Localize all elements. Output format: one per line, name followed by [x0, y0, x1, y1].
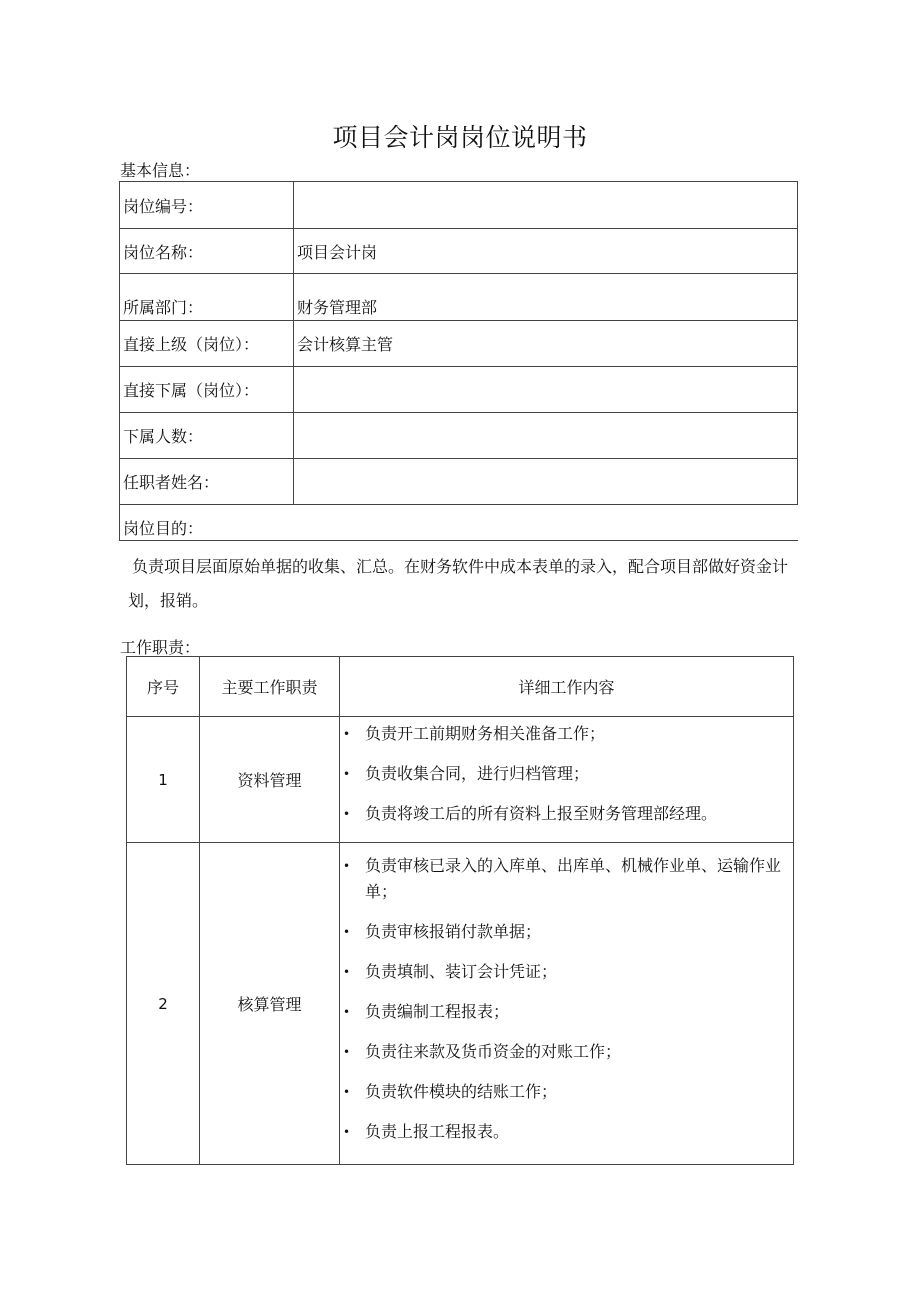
info-row-position-number: [120, 182, 798, 229]
header-detail: 详细工作内容: [340, 657, 794, 717]
duty-item: [340, 761, 789, 787]
duty-item: [340, 1039, 789, 1065]
duty-item: [340, 959, 789, 985]
info-label: 直接上级（岗位）：: [120, 321, 294, 367]
bullet-icon: •: [343, 807, 351, 821]
purpose-text: 负责项目层面原始单据的收集、汇总。在财务软件中成本表单的录入，配合项目部做好资金计划，报销。: [128, 557, 789, 610]
info-value: [294, 459, 798, 505]
duties-table: [126, 656, 794, 1165]
bullet-icon: •: [343, 1045, 351, 1059]
page-title: 项目会计岗岗位说明书: [332, 123, 588, 152]
duty-category: 核算管理: [200, 843, 340, 1165]
duty-row: [127, 843, 794, 1165]
bullet-icon: •: [343, 767, 351, 781]
info-label: 所属部门：: [120, 274, 294, 321]
info-label: 任职者姓名：: [120, 459, 294, 505]
duty-num: 2: [127, 843, 200, 1165]
bullet-icon: •: [343, 965, 351, 979]
duty-item-text: 负责开工前期财务相关准备工作；: [365, 724, 606, 743]
info-row-department: [120, 274, 798, 321]
info-value: 财务管理部: [294, 274, 798, 321]
duty-item-text: 负责软件模块的结账工作；: [365, 1082, 558, 1101]
basic-info-label: 基本信息：: [120, 161, 201, 180]
duties-header-row: [127, 657, 794, 717]
duty-item: [340, 853, 789, 905]
duty-item: [340, 1079, 789, 1105]
info-value: 会计核算主管: [294, 321, 798, 367]
duty-item-text: 负责填制、装订会计凭证；: [365, 962, 558, 981]
header-num: 序号: [127, 657, 200, 717]
purpose-spacer: [294, 505, 798, 541]
bullet-icon: •: [343, 925, 351, 939]
duty-item: [340, 721, 789, 747]
info-row-direct-subordinate: [120, 367, 798, 413]
duty-detail: [340, 843, 794, 1165]
info-row-direct-superior: [120, 321, 798, 367]
duty-detail: [340, 717, 794, 843]
info-row-subordinate-count: [120, 413, 798, 459]
duty-item-text: 负责审核已录入的入库单、出库单、机械作业单、运输作业单；: [365, 856, 782, 901]
info-label: 下属人数：: [120, 413, 294, 459]
duty-item: [340, 801, 789, 827]
duty-item-text: 负责编制工程报表；: [365, 1002, 510, 1021]
duty-item: [340, 919, 789, 945]
bullet-icon: •: [343, 1125, 351, 1139]
info-row-position-name: [120, 229, 798, 274]
duty-item-text: 负责上报工程报表。: [365, 1122, 510, 1141]
header-category: 主要工作职责: [200, 657, 340, 717]
duty-item-text: 负责往来款及货币资金的对账工作；: [365, 1042, 622, 1061]
info-value: [294, 367, 798, 413]
duty-item: [340, 1119, 789, 1145]
duty-item-text: 负责将竣工后的所有资料上报至财务管理部经理。: [365, 804, 718, 823]
duty-item: [340, 999, 789, 1025]
duty-category: 资料管理: [200, 717, 340, 843]
info-value: [294, 182, 798, 229]
bullet-icon: •: [343, 1085, 351, 1099]
duty-item-text: 负责收集合同，进行归档管理；: [365, 764, 590, 783]
purpose-label: 岗位目的：: [120, 505, 294, 541]
duty-num: 1: [127, 717, 200, 843]
info-row-purpose: [120, 505, 798, 541]
bullet-icon: •: [343, 1005, 351, 1019]
bullet-icon: •: [343, 727, 351, 741]
bullet-icon: •: [343, 859, 351, 873]
info-row-incumbent-name: [120, 459, 798, 505]
info-value: 项目会计岗: [294, 229, 798, 274]
info-label: 岗位编号：: [120, 182, 294, 229]
duty-item-text: 负责审核报销付款单据；: [365, 922, 542, 941]
info-label: 直接下属（岗位）：: [120, 367, 294, 413]
info-value: [294, 413, 798, 459]
info-label: 岗位名称：: [120, 229, 294, 274]
duty-row: [127, 717, 794, 843]
basic-info-table: [119, 181, 798, 541]
duties-label: 工作职责：: [120, 638, 201, 657]
